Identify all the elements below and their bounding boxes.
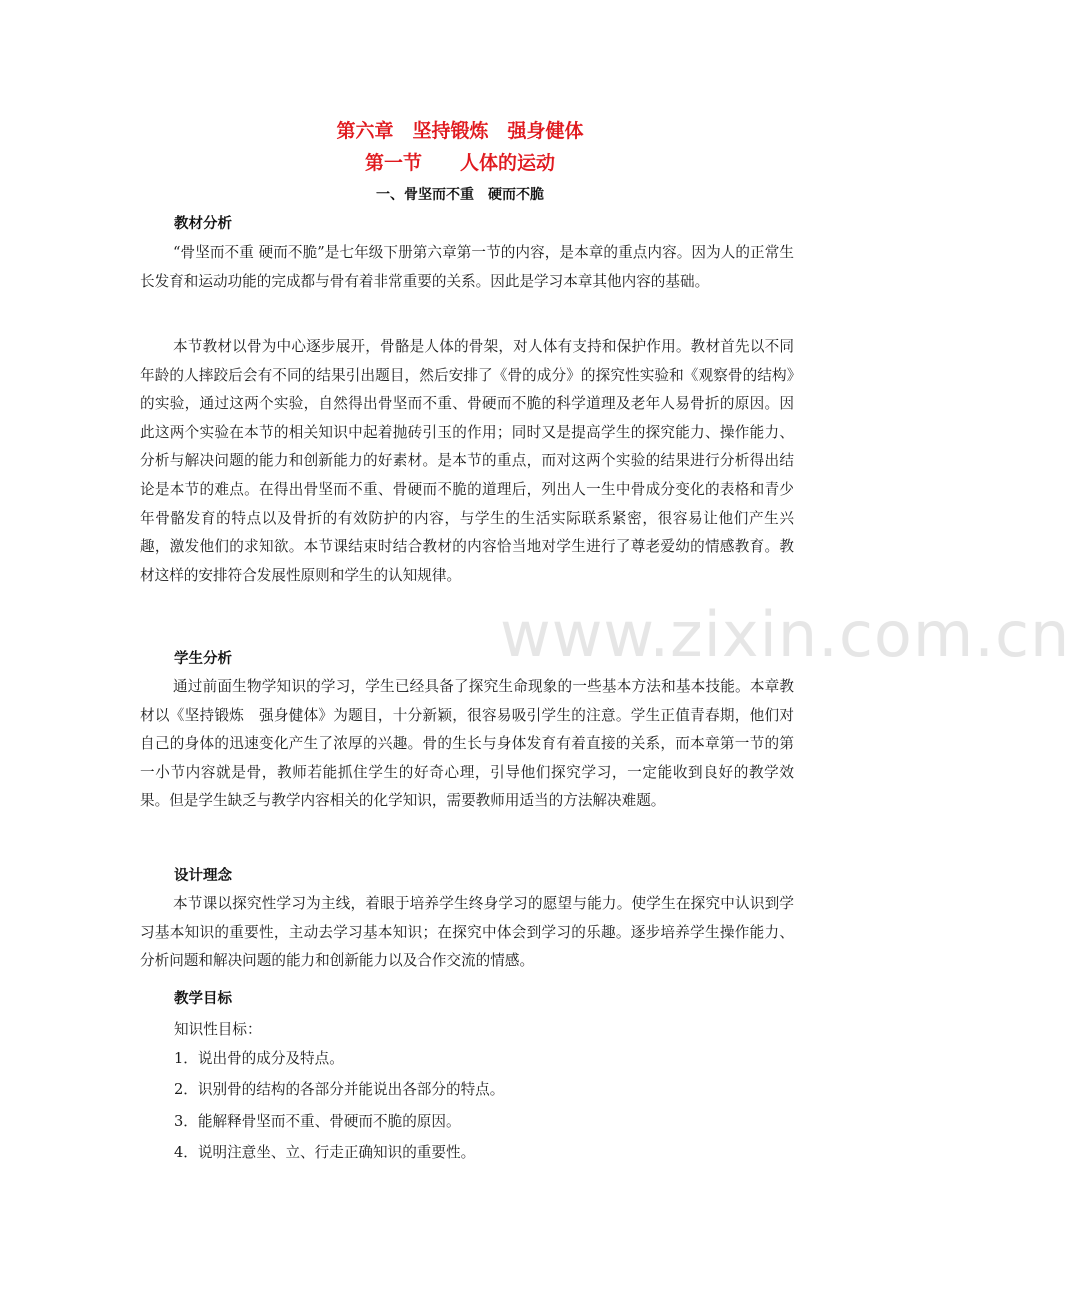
subsection-title: 一、骨坚而不重 硬而不脆 <box>376 187 544 203</box>
goal-item-4: 4．说明注意坐、立、行走正确知识的重要性。 <box>174 1144 476 1161</box>
paragraph-material-analysis-1: “骨坚而不重 硬而不脆”是七年级下册第六章第一节的内容，是本章的重点内容。因为人的正常生长发育和运动功能的完成都与骨有着非常重要的关系。因此是学习本章其他内容的基础。 <box>140 244 794 290</box>
knowledge-goals-label: 知识性目标： <box>174 1021 262 1038</box>
paragraph-design-concept: 本节课以探究性学习为主线，着眼于培养学生终身学习的愿望与能力。使学生在探究中认识到学习基本知识的重要性，主动去学习基本知识；在探究中体会到学习的乐趣。逐步培养学生操作能力、分析问题和解决问题的能力和创新能力以及合作交流的情感。 <box>140 895 794 970</box>
goal-item-2: 2．识别骨的结构的各部分并能说出各部分的特点。 <box>174 1081 505 1098</box>
heading-design-concept: 设计理念 <box>174 868 232 884</box>
heading-material-analysis: 教材分析 <box>174 216 232 232</box>
chapter-title: 第六章 坚持锻炼 强身健体 <box>336 120 584 142</box>
goal-item-3: 3．能解释骨坚而不重、骨硬而不脆的原因。 <box>174 1113 461 1130</box>
paragraph-material-analysis-2: 本节教材以骨为中心逐步展开，骨骼是人体的骨架，对人体有支持和保护作用。教材首先以不同年龄的人摔跤后会有不同的结果引出题目，然后安排了《骨的成分》的探究性实验和《观察骨的结构》的实验，通过这两个实验，自然得出骨坚而不重、骨硬而不脆的科学道理及老年人易骨折的原因。因此这两个实验在本节的相关知识中起着抛砖引玉的作用；同时又是提高学生的探究能力、操作能力、分析与解决问题的能力和创新能力的好素材。是本节的重点，而对这两个实验的结果进行分析得出结论是本节的难点。在得出骨坚而不重、骨硬而不脆的道理后，列出人一生中骨成分变化的表格和青少年骨骼发育的特点以及骨折的有效防护的内容，与学生的生活实际联系紧密，很容易让他们产生兴趣，激发他们的求知欲。本节课结束时结合教材的内容恰当地对学生进行了尊老爱幼的情感教育。教材这样的安排符合发展性原则和学生的认知规律。 <box>140 338 794 584</box>
section-title: 第一节 人体的运动 <box>364 152 555 174</box>
heading-student-analysis: 学生分析 <box>174 651 232 667</box>
heading-teaching-goals: 教学目标 <box>174 991 232 1007</box>
paragraph-student-analysis: 通过前面生物学知识的学习，学生已经具备了探究生命现象的一些基本方法和基本技能。本章教材以《坚持锻炼 强身健体》为题目，十分新颖，很容易吸引学生的注意。学生正值青春期，他们对自己的身体的迅速变化产生了浓厚的兴趣。骨的生长与身体发育有着直接的关系，而本章第一节的第一小节内容就是骨，教师若能抓住学生的好奇心理，引导他们探究学习，一定能收到良好的教学效果。但是学生缺乏与教学内容相关的化学知识，需要教师用适当的方法解决难题。 <box>140 678 794 810</box>
watermark: www.zixin.com.cn <box>500 598 1070 671</box>
goal-item-1: 1．说出骨的成分及特点。 <box>174 1050 344 1067</box>
